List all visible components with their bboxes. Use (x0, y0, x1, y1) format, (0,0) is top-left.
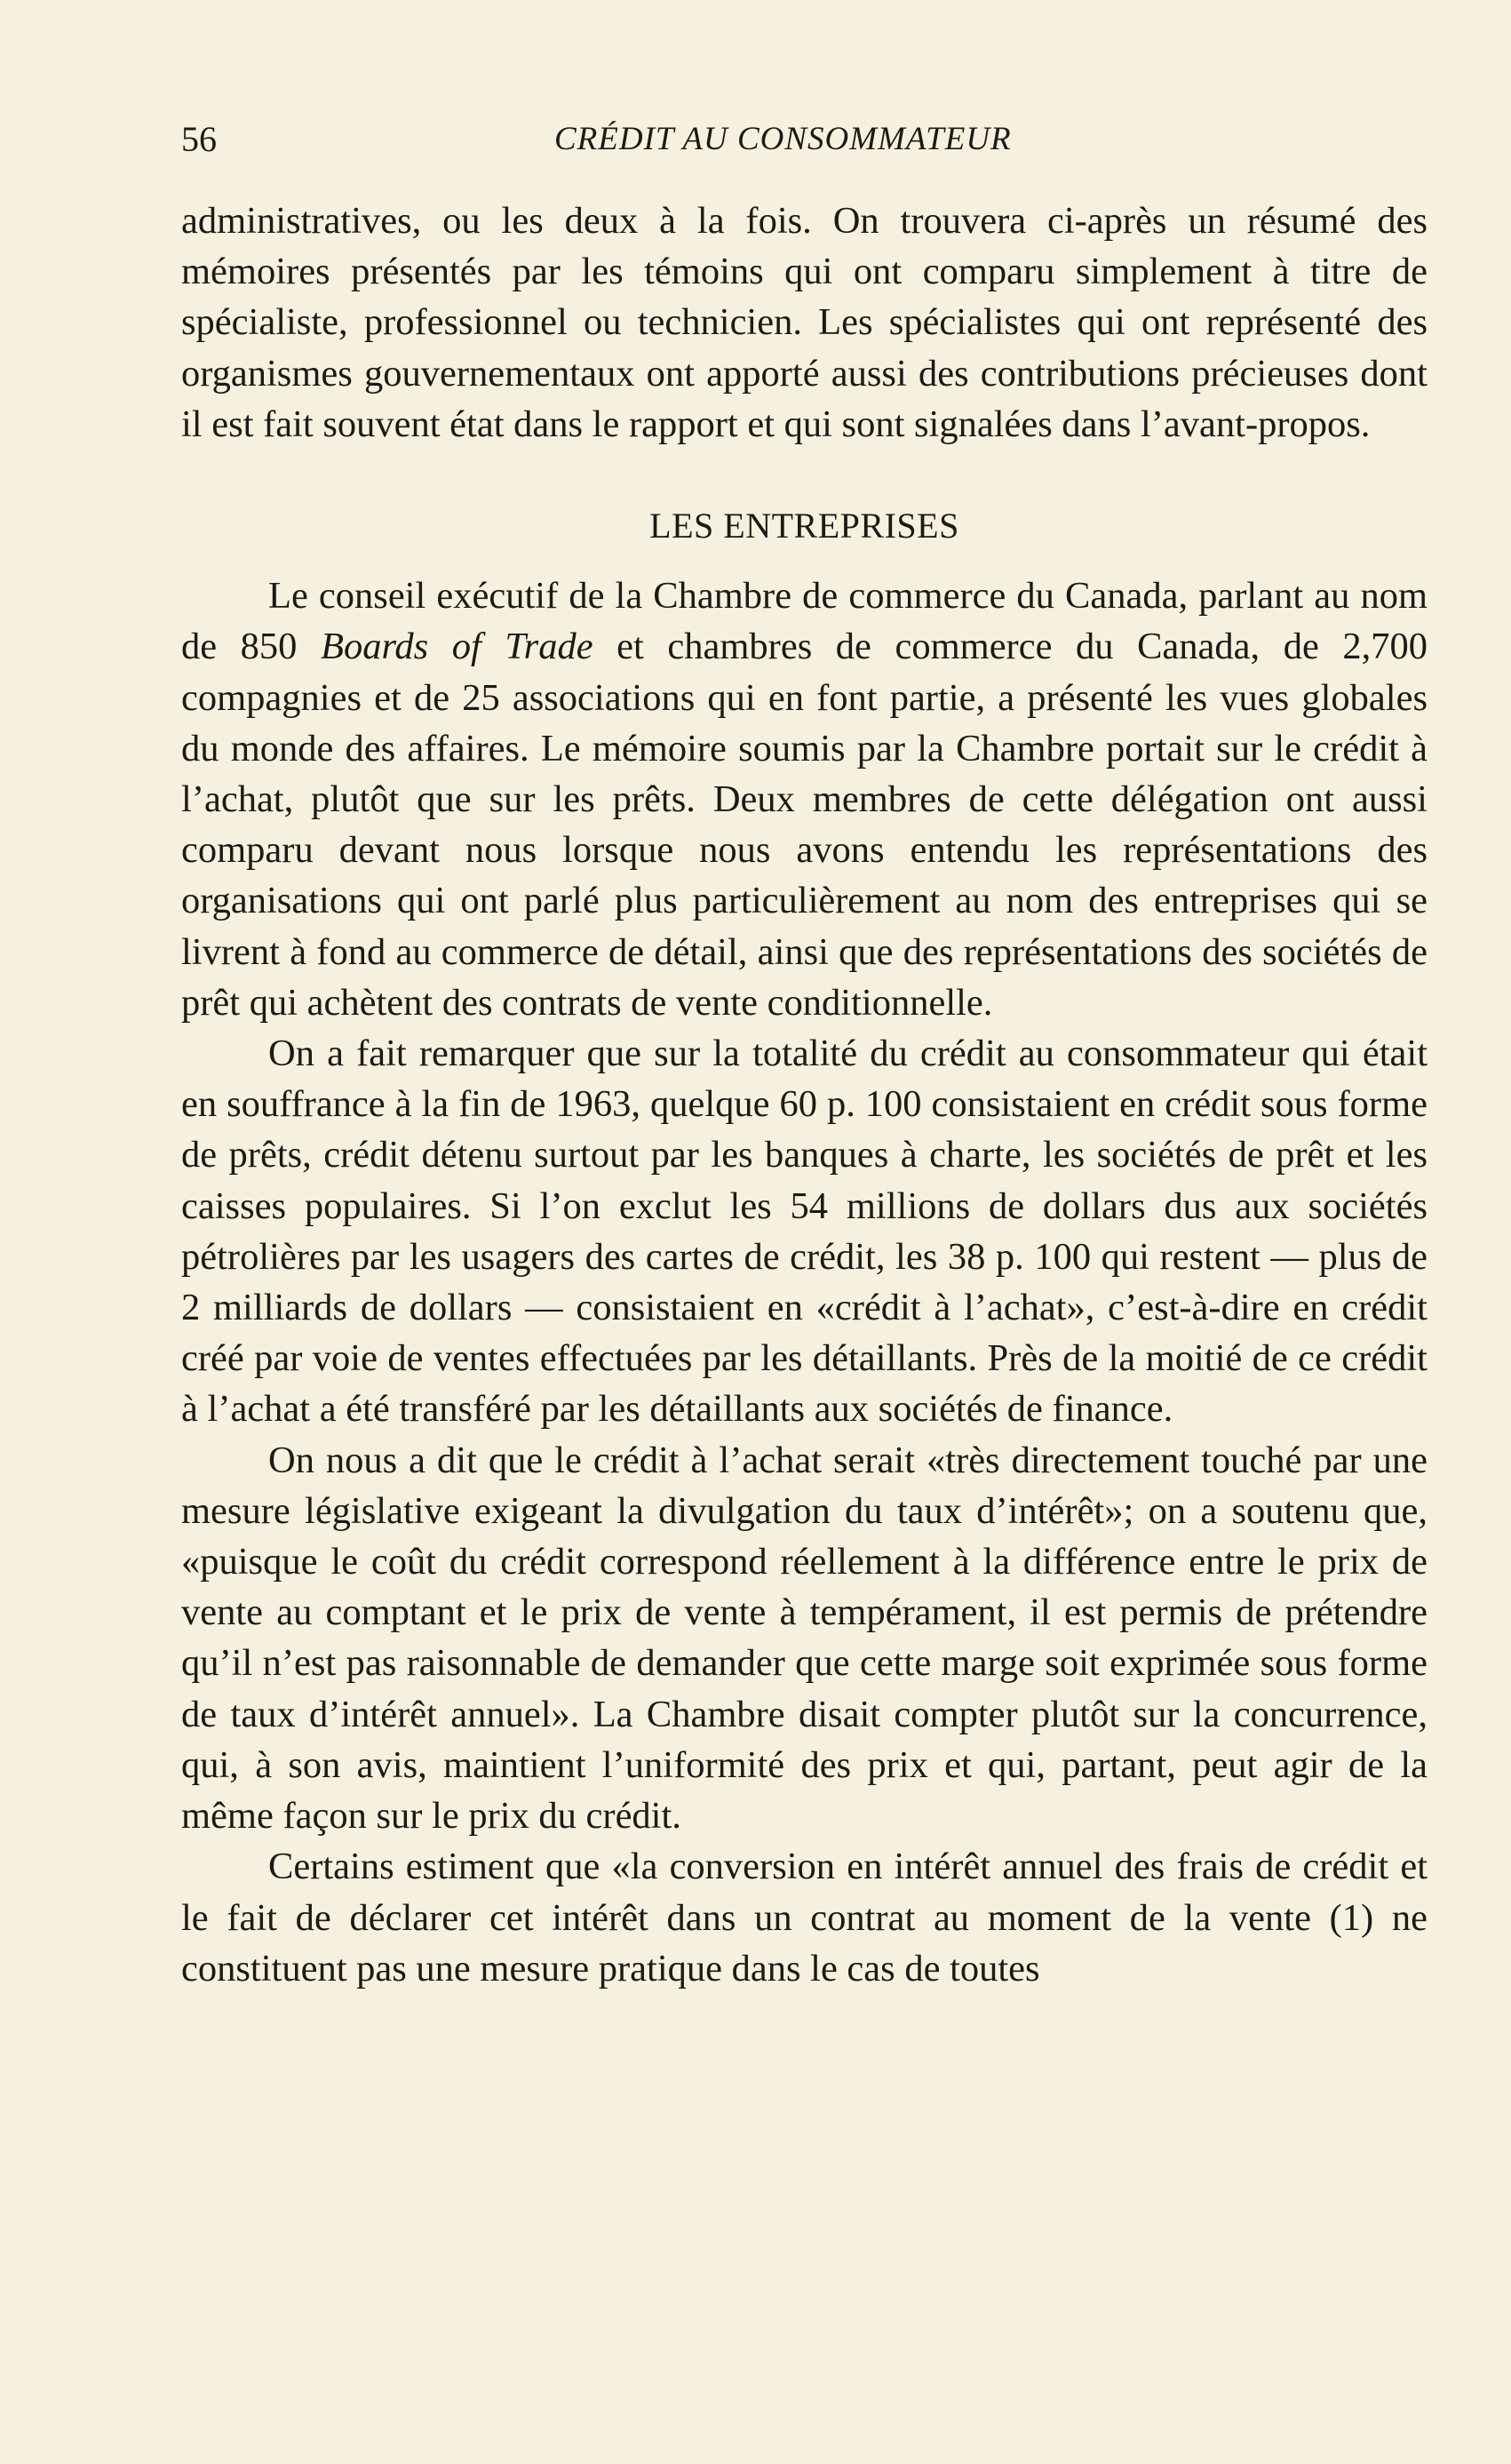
paragraph-5: Certains estiment que «la conversion en intérêt annuel des frais de crédit et le fait de déclarer cet intérêt dans un contrat au moment de la vente (1) ne constituent pas une mesure pratique dans le cas de toutes (181, 1846, 1427, 1990)
section-heading: LES ENTREPRISES (649, 506, 959, 546)
running-header (181, 117, 1425, 162)
page-number: 56 (181, 119, 217, 159)
paragraph-2-text-end: et chambres de commerce du Canada, de 2,700 compagnies et de 25 associations qui en font partie, a présenté les vues globales du monde des affaires. Le mémoire soumis par la Chambre portait sur le crédit à l’achat, plutôt que sur les prêts. Deux membres de cette délégation ont aussi comparu devant nous lorsque nous avons entendu les représentations des organisations qui ont parlé plus particulièrement au nom des entreprises qui se livrent à fond au commerce de détail, ainsi que des représentations des sociétés de prêt qui achètent des contrats de vente conditionnelle. (181, 626, 1427, 1024)
paragraph-4: On nous a dit que le crédit à l’achat serait «très directement touché par une mesure législative exigeant la divulgation du taux d’intérêt»; on a soutenu que, «puisque le coût du crédit correspond réellement à la différence entre le prix de vente au comptant et le prix de vente à tempérament, il est permis de prétendre qu’il n’est pas raisonnable de demander que cette marge soit exprimée sous forme de taux d’intérêt annuel». La Chambre disait compter plutôt sur la concurrence, qui, à son avis, maintient l’uniformité des prix et qui, partant, peut agir de la même façon sur le prix du crédit. (181, 1439, 1427, 1838)
paragraph-1: administratives, ou les deux à la fois. On trouvera ci-après un résumé des mémoires présentés par les témoins qui ont comparu simplement à titre de spécialiste, professionnel ou technicien. Les spécialistes qui ont représenté des organismes gouvernementaux ont apporté aussi des contributions précieuses dont il est fait souvent état dans le rapport et qui sont signalées dans l’avant-propos. (181, 200, 1427, 445)
body-text (181, 195, 1427, 1994)
paragraph-2-italic-text: Boards of Trade (321, 626, 593, 668)
paragraph-2 (181, 570, 1427, 1028)
running-title: CRÉDIT AU CONSOMMATEUR (554, 121, 1012, 157)
paragraph-3: On a fait remarquer que sur la totalité du crédit au consommateur qui était en souffrance à la fin de 1963, quelque 60 p. 100 consistaient en crédit sous forme de prêts, crédit détenu surtout par les banques à charte, les sociétés de prêt et les caisses populaires. Si l’on exclut les 54 millions de dollars dus aux sociétés pétrolières par les usagers des cartes de crédit, les 38 p. 100 qui restent — plus de 2 milliards de dollars — consistaient en «crédit à l’achat», c’est-à-dire en crédit créé par voie de ventes effectuées par les détaillants. Près de la moitié de ce crédit à l’achat a été transféré par les détaillants aux sociétés de finance. (181, 1033, 1427, 1431)
paragraph-2-text-start: Le conseil exécutif de la Chambre de commerce du Canada, parlant au nom de 850 (181, 575, 1427, 668)
